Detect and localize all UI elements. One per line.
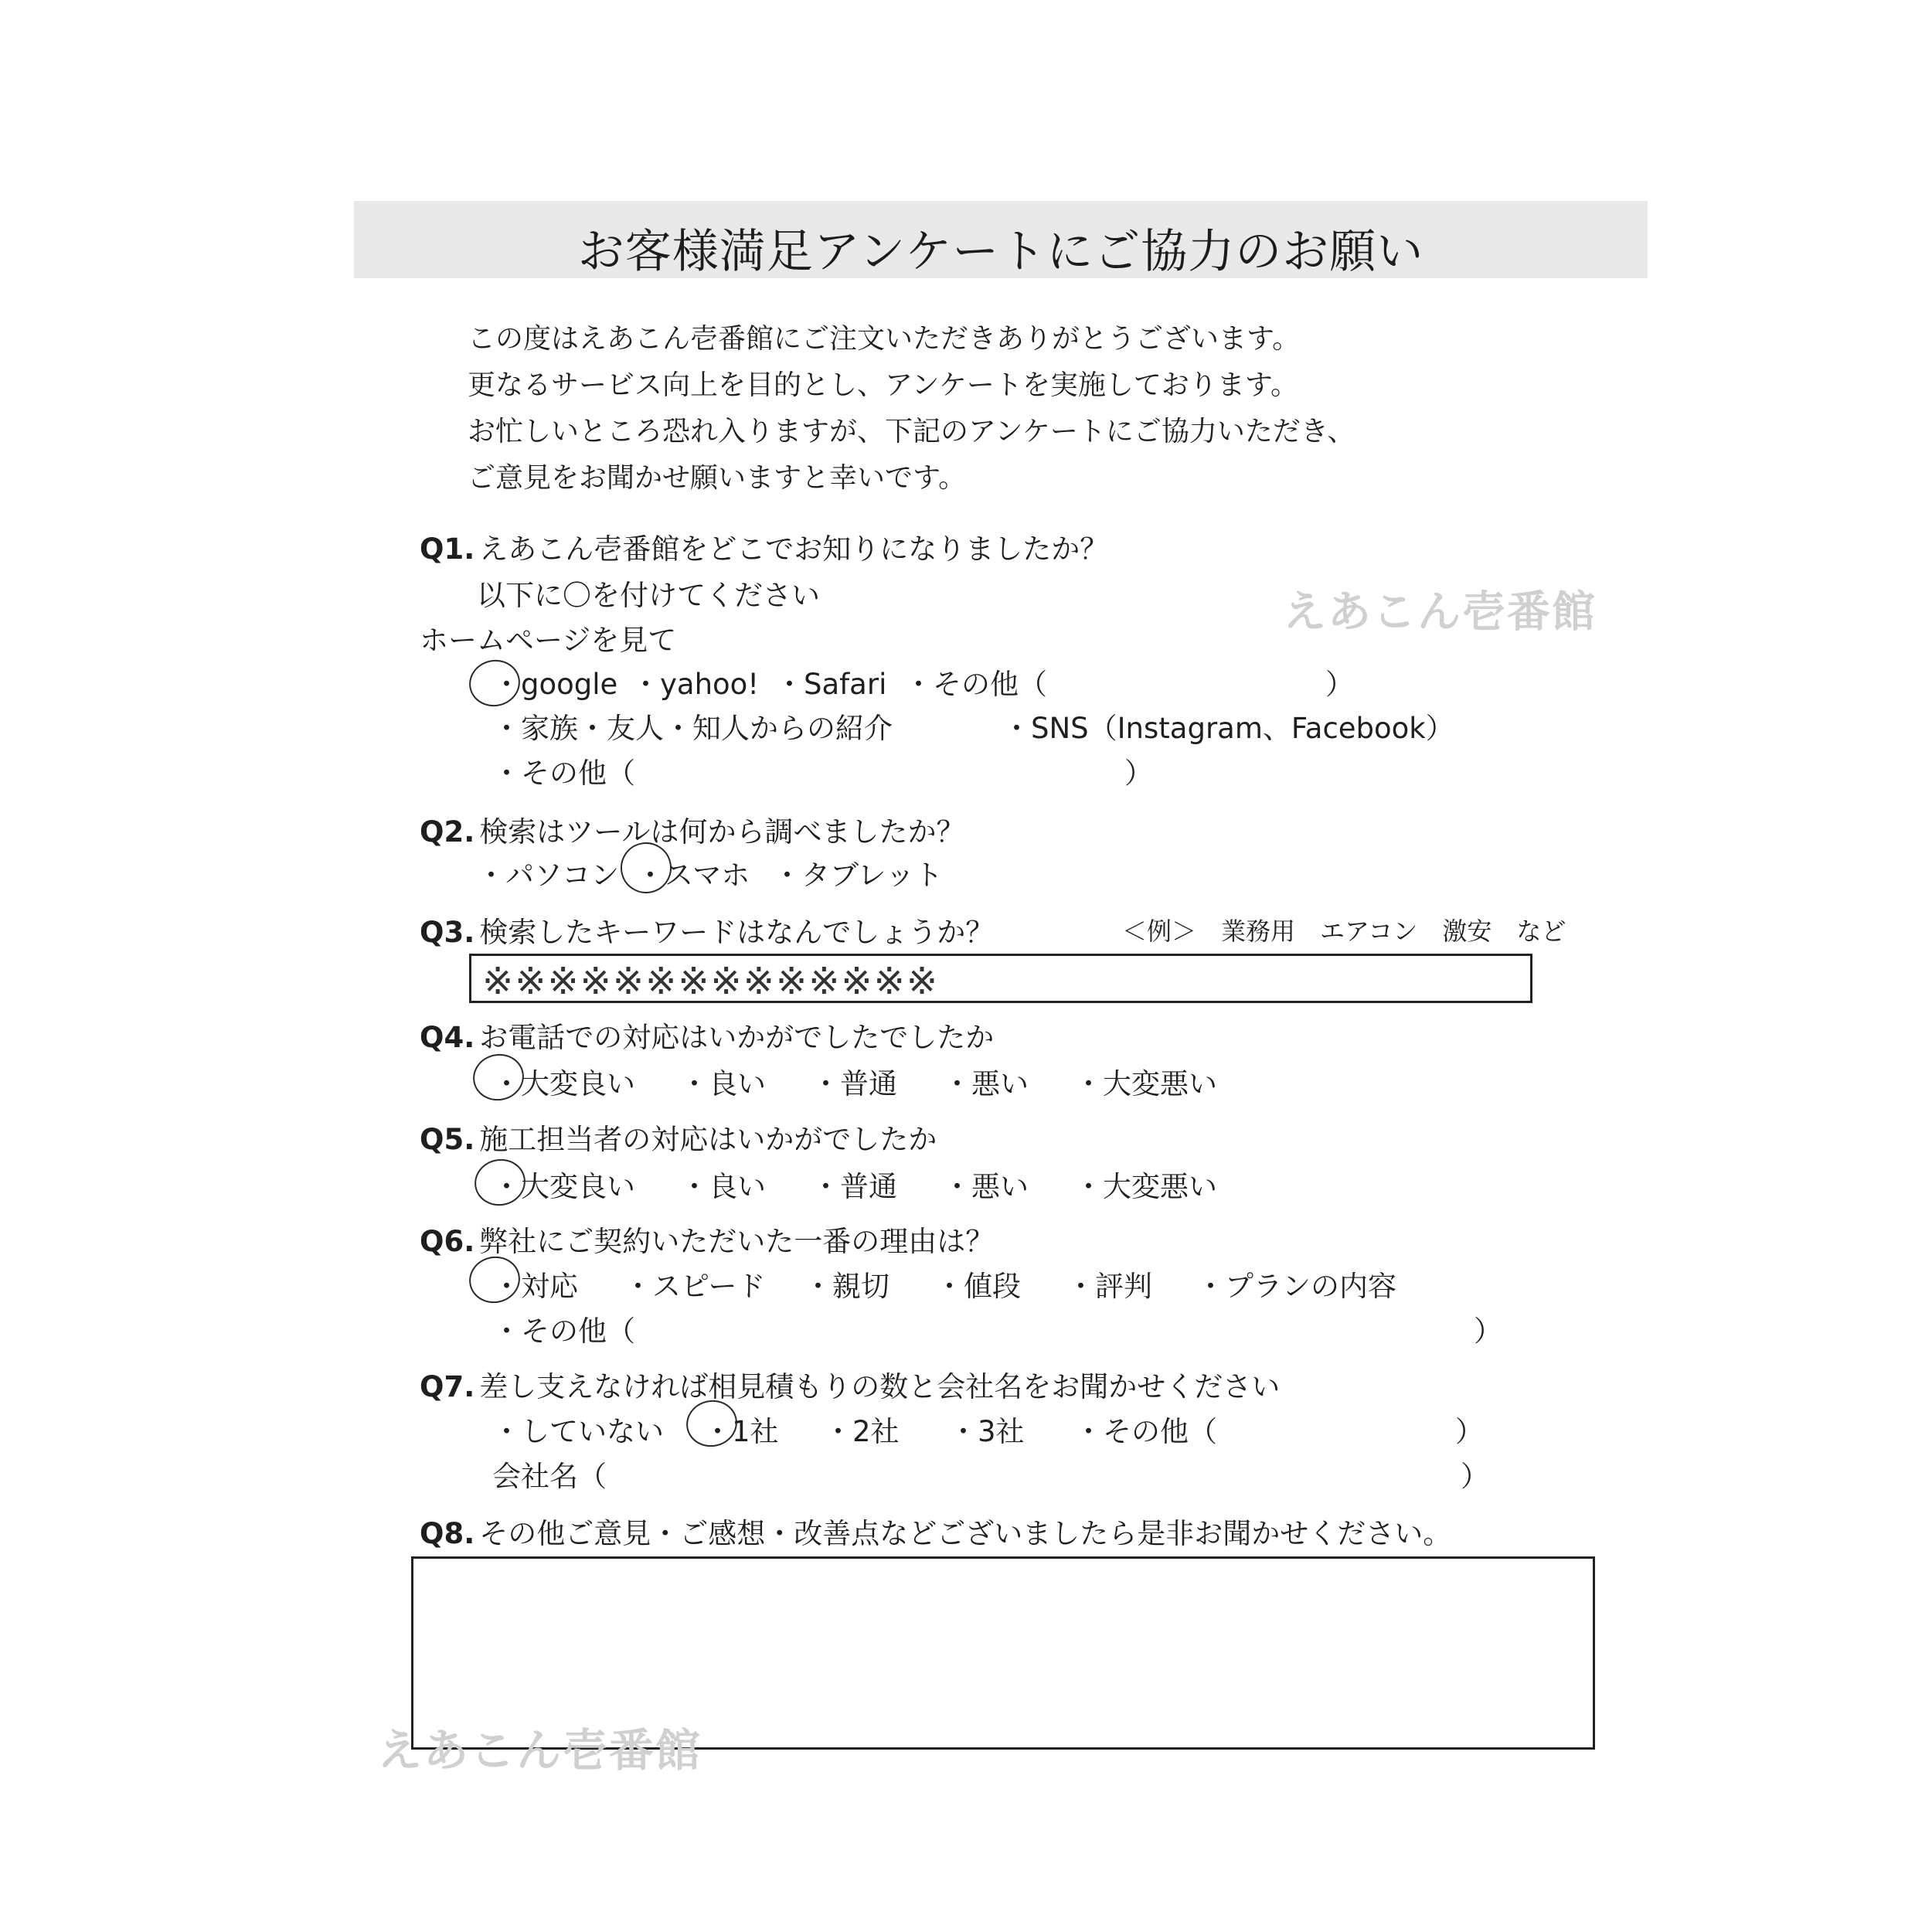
q7-option-3[interactable]: ・3社 <box>949 1415 1025 1448</box>
q1-option-sns[interactable]: ・SNS（Instagram、Facebook） <box>1002 712 1454 745</box>
q1-text: えあこん壱番館をどこでお知りになりましたか？ <box>479 532 1109 566</box>
watermark-bottom: えあこん壱番館 <box>377 1724 702 1777</box>
q7-question <box>420 1363 1280 1405</box>
q4-option-bad[interactable]: ・悪い <box>943 1067 1029 1100</box>
q6-option-plan[interactable]: ・プランの内容 <box>1196 1270 1396 1303</box>
q6-number: Q6. <box>420 1225 475 1258</box>
q8-question <box>420 1510 1451 1552</box>
page-title: お客様満足アンケートにご協力のお願い <box>577 225 1424 279</box>
q1-instruction: 以下に〇を付けてください <box>477 579 820 612</box>
q6-option-speed[interactable]: ・スピード <box>624 1270 766 1303</box>
intro-line-4: ご意見をお聞かせ願いますと幸いです。 <box>468 462 967 494</box>
q4-option-very-bad[interactable]: ・大変悪い <box>1074 1067 1217 1100</box>
q7-option-1[interactable]: ・1社 <box>703 1415 779 1448</box>
q2-option-pc[interactable]: ・パソコン <box>477 859 620 892</box>
q1-option-other2-close: ） <box>1124 757 1153 790</box>
keyword-redacted: ※※※※※※※※※※※※※※ <box>482 960 940 1003</box>
intro-line-1: この度はえあこん壱番館にご注文いただきありがとうございます。 <box>468 323 1301 355</box>
q6-option-other[interactable]: ・その他（ <box>492 1315 635 1348</box>
q7-option-none[interactable]: ・していない <box>492 1415 664 1448</box>
q7-option-other-close: ） <box>1455 1415 1484 1448</box>
q6-option-price[interactable]: ・値段 <box>935 1270 1021 1303</box>
q1-option-safari[interactable]: ・Safari <box>775 668 887 701</box>
q5-option-average[interactable]: ・普通 <box>811 1170 897 1203</box>
q3-number: Q3. <box>420 916 475 949</box>
q4-option-average[interactable]: ・普通 <box>811 1067 897 1100</box>
q7-number: Q7. <box>420 1370 475 1403</box>
intro-line-3: お忙しいところ恐れ入りますが、下記のアンケートにご協力いただき、 <box>468 416 1355 447</box>
q2-option-smartphone[interactable]: ・スマホ <box>636 859 750 892</box>
q5-option-very-bad[interactable]: ・大変悪い <box>1074 1170 1217 1203</box>
q1-option-other[interactable]: ・その他（ <box>904 668 1047 701</box>
q1-option-other2[interactable]: ・その他（ <box>492 757 635 790</box>
q8-number: Q8. <box>420 1517 475 1550</box>
watermark-top: えあこん壱番館 <box>1283 587 1597 638</box>
q5-number: Q5. <box>420 1123 475 1156</box>
q4-option-good[interactable]: ・良い <box>680 1067 766 1100</box>
intro-line-2: 更なるサービス向上を目的とし、アンケートを実施しております。 <box>468 369 1298 401</box>
q6-text: 弊社にご契約いただいた一番の理由は？ <box>479 1225 995 1258</box>
q1-homepage-label: ホームページを見て <box>420 624 677 657</box>
q5-option-bad[interactable]: ・悪い <box>943 1170 1029 1203</box>
q1-question <box>420 526 1108 567</box>
q1-option-other-close: ） <box>1325 668 1354 701</box>
q7-company-close: ） <box>1461 1460 1489 1493</box>
q4-number: Q4. <box>420 1021 475 1054</box>
keyword-answer-box[interactable] <box>469 954 1532 1003</box>
q7-text: 差し支えなければ相見積もりの数と会社名をお聞かせください <box>479 1370 1281 1403</box>
q6-question <box>420 1218 994 1260</box>
q7-company-label[interactable]: 会社名（ <box>492 1460 607 1493</box>
q2-question <box>420 808 965 850</box>
q7-option-other[interactable]: ・その他（ <box>1074 1415 1217 1448</box>
q6-option-response[interactable]: ・対応 <box>492 1270 578 1303</box>
q2-option-tablet[interactable]: ・タブレット <box>773 859 944 892</box>
q1-option-google[interactable]: ・google <box>492 668 618 701</box>
q6-option-kindness[interactable]: ・親切 <box>804 1270 889 1303</box>
q5-text: 施工担当者の対応はいかがでしたか <box>479 1123 937 1156</box>
q5-option-very-good[interactable]: ・大変良い <box>492 1170 635 1203</box>
q8-text: その他ご意見・ご感想・改善点などございましたら是非お聞かせください。 <box>479 1517 1452 1550</box>
q1-option-yahoo[interactable]: ・yahoo! <box>631 668 760 701</box>
q3-question <box>420 909 994 951</box>
q5-option-good[interactable]: ・良い <box>680 1170 766 1203</box>
q4-option-very-good[interactable]: ・大変良い <box>492 1067 635 1100</box>
q4-question <box>420 1014 994 1056</box>
q6-option-reputation[interactable]: ・評判 <box>1066 1270 1152 1303</box>
q1-option-referral[interactable]: ・家族・友人・知人からの紹介 <box>492 712 893 745</box>
q2-number: Q2. <box>420 815 475 849</box>
q5-question <box>420 1116 937 1158</box>
q1-number: Q1. <box>420 532 475 566</box>
title-bar <box>354 201 1648 278</box>
q3-text: 検索したキーワードはなんでしょうか？ <box>479 916 995 949</box>
q6-option-other-close: ） <box>1474 1315 1502 1348</box>
q3-example: ＜例＞ 業務用 エアコン 激安 など <box>1122 917 1566 946</box>
q4-text: お電話での対応はいかがでしたでしたか <box>479 1021 995 1054</box>
q7-option-2[interactable]: ・2社 <box>824 1415 900 1448</box>
q2-text: 検索はツールは何から調べましたか？ <box>479 815 965 849</box>
